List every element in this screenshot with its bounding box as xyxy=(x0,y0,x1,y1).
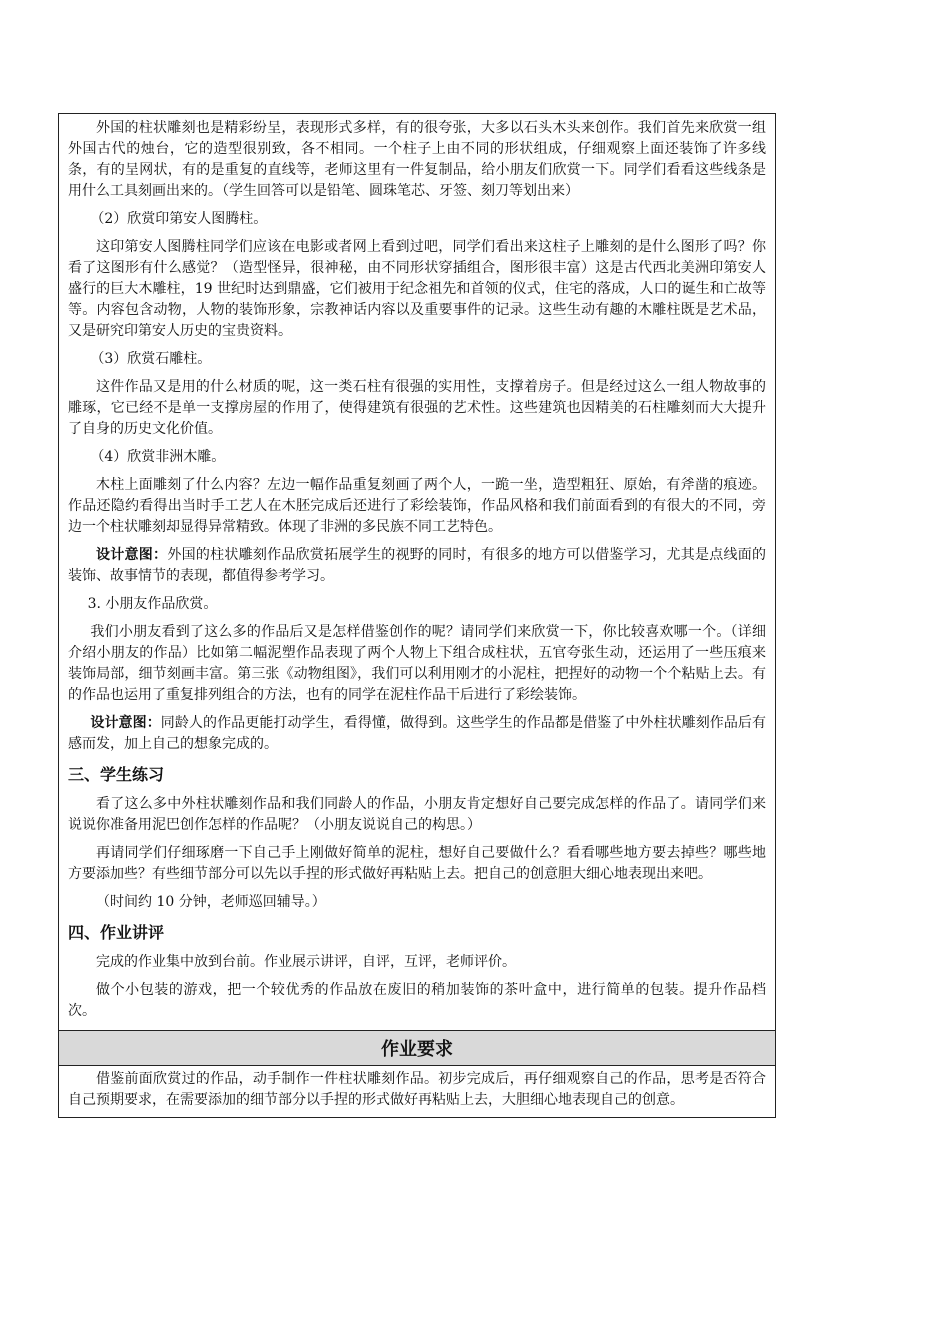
point-3-title: 3. 小朋友作品欣赏。 xyxy=(87,596,218,612)
item-3-title: （3）欣赏石雕柱。 xyxy=(90,351,212,367)
section-3-paragraph-1: 看了这么多中外柱状雕刻作品和我们同龄人的作品，小朋友肯定想好自己要完成怎样的作品了。请同学们来说说你准备用泥巴创作怎样的作品呢？（小朋友说说自己的构思。） xyxy=(68,796,766,833)
section-3-heading: 三、学生练习 xyxy=(68,765,165,784)
item-4-title: （4）欣赏非洲木雕。 xyxy=(90,449,226,465)
design-intent-label: 设计意图： xyxy=(96,547,168,563)
section-4-paragraph-1: 完成的作业集中放到台前。作业展示讲评，自评，互评，老师评价。 xyxy=(96,954,516,970)
homework-title-row xyxy=(59,1030,775,1066)
homework-text: 借鉴前面欣赏过的作品，动手制作一件柱状雕刻作品。初步完成后，再仔细观察自己的作品，思考是否符合自己预期要求，在需要添加的细节部分以手捏的形式做好再粘贴上去，大胆细心地表现自己的创意。 xyxy=(68,1071,766,1108)
lesson-content-cell xyxy=(59,114,775,1030)
section-3-paragraph-3: （时间约 10 分钟，老师巡回辅导。） xyxy=(96,894,326,910)
lesson-plan-table xyxy=(58,113,776,1118)
design-intent-text: 外国的柱状雕刻作品欣赏拓展学生的视野的同时，有很多的地方可以借鉴学习，尤其是点线面的装饰、故事情节的表现，都值得参考学习。 xyxy=(68,547,767,584)
item-2-title: （2）欣赏印第安人图腾柱。 xyxy=(90,211,268,227)
item-2-text: 这印第安人图腾柱同学们应该在电影或者网上看到过吧，同学们看出来这柱子上雕刻的是什么图形了吗？你看了这图形有什么感觉？（造型怪异，很神秘，由不同形状穿插组合，图形很丰富）这是古代西北美洲印第安人盛行的巨大木雕柱，19 世纪时达到鼎盛，它们被用于纪念祖先和首领的仪式，住宅的落成，人口的诞生和亡故等等。内容包含动物，人物的装饰形象，宗教神话内容以及重要事件的记录。这些生动有趣的木雕柱既是艺术品，又是研究印第安人历史的宝贵资料。 xyxy=(68,239,766,339)
section-4-paragraph-2: 做个小包装的游戏，把一个较优秀的作品放在废旧的稍加装饰的茶叶盒中，进行简单的包装。提升作品档次。 xyxy=(68,982,766,1019)
point-3-text: 我们小朋友看到了这么多的作品后又是怎样借鉴创作的呢？请同学们来欣赏一下，你比较喜欢哪一个。（详细介绍小朋友的作品）比如第二幅泥塑作品表现了两个人物上下组合成柱状，五官夸张生动，还运用了一些压痕来装饰局部，细节刻画丰富。第三张《动物组图》，我们可以利用刚才的小泥柱，把捏好的动物一个个粘贴上去。有的作品也运用了重复排列组合的方法，也有的同学在泥柱作品干后进行了彩绘装饰。 xyxy=(68,624,766,703)
design-intent-2 xyxy=(68,713,766,755)
homework-title: 作业要求 xyxy=(381,1039,453,1060)
section-3-paragraph-2: 再请同学们仔细琢磨一下自己手上刚做好简单的泥柱，想好自己要做什么？看看哪些地方要去掉些？哪些地方要添加些？有些细节部分可以先以手捏的形式做好再粘贴上去。把自己的创意胆大细心地表现出来吧。 xyxy=(68,845,766,882)
design-intent-text: 同龄人的作品更能打动学生，看得懂，做得到。这些学生的作品都是借鉴了中外柱状雕刻作品后有感而发，加上自己的想象完成的。 xyxy=(68,715,767,752)
design-intent-1 xyxy=(68,545,766,587)
foreign-columns-intro: 外国的柱状雕刻也是精彩纷呈，表现形式多样，有的很夸张，大多以石头木头来创作。我们首先来欣赏一组外国古代的烛台，它的造型很别致，各不相同。一个柱子上由不同的形状组成，仔细观察上面还装饰了许多线条，有的呈网状，有的是重复的直线等，老师这里有一件复制品，给小朋友们欣赏一下。同学们看看这些线条是用什么工具刻画出来的。（学生回答可以是铅笔、圆珠笔芯、牙签、刻刀等划出来） xyxy=(68,120,766,199)
item-3-text: 这件作品又是用的什么材质的呢，这一类石柱有很强的实用性，支撑着房子。但是经过这么一组人物故事的雕琢，它已经不是单一支撑房屋的作用了，使得建筑有很强的艺术性。这些建筑也因精美的石柱雕刻而大大提升了自身的历史文化价值。 xyxy=(68,379,766,437)
item-4-text: 木柱上面雕刻了什么内容？左边一幅作品重复刻画了两个人，一跪一坐，造型粗狂、原始，有斧凿的痕迹。作品还隐约看得出当时手工艺人在木胚完成后还进行了彩绘装饰，作品风格和我们前面看到的有很大的不同，旁边一个柱状雕刻却显得异常精致。体现了非洲的多民族不同工艺特色。 xyxy=(68,477,766,535)
section-4-heading: 四、作业讲评 xyxy=(68,923,165,942)
homework-content-cell xyxy=(59,1066,775,1117)
design-intent-label: 设计意图： xyxy=(90,715,161,731)
